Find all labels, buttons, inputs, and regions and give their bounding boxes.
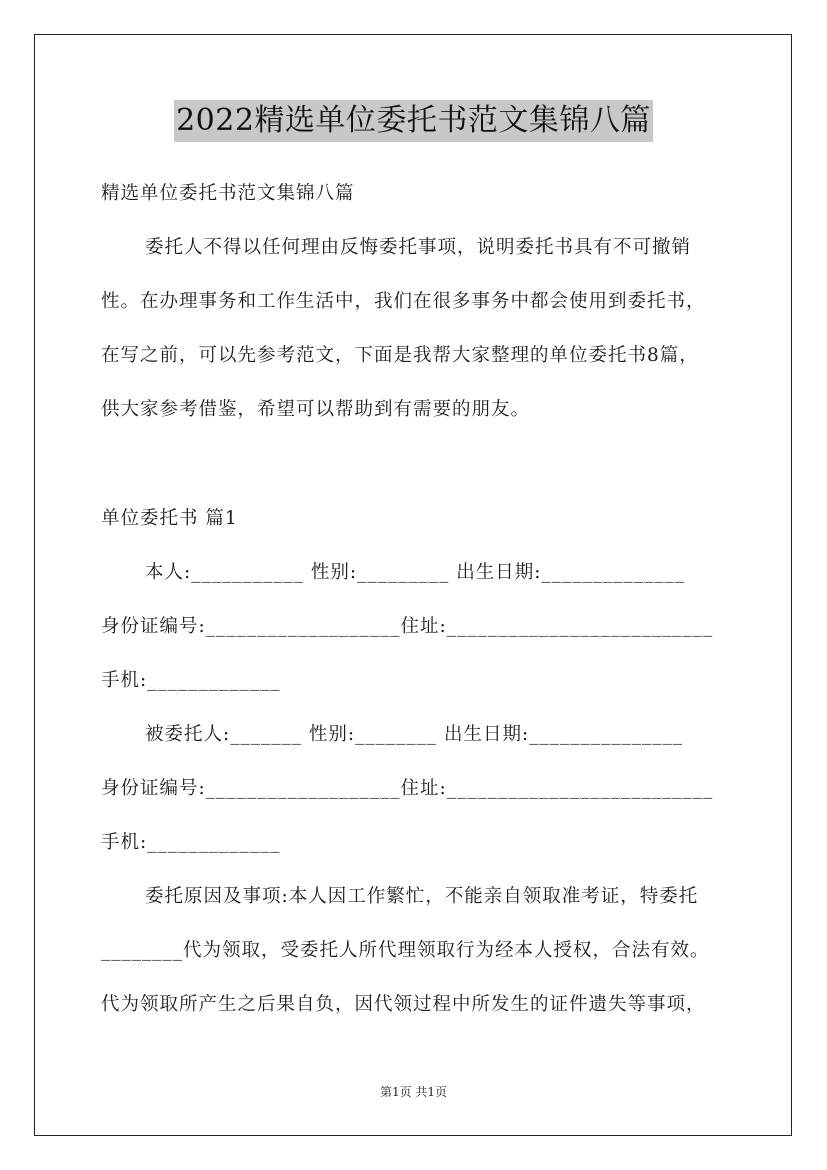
agent-id-line: 身份证编号:___________________住址:__________________________ (101, 778, 714, 799)
reason-line-1: 委托原因及事项:本人因工作繁忙，不能亲自领取准考证，特委托 (145, 886, 699, 907)
section-heading: 单位委托书 篇1 (101, 508, 238, 529)
agent-phone-line: 手机:_____________ (101, 832, 281, 853)
intro-line-4: 供大家参考借鉴，希望可以帮助到有需要的朋友。 (101, 399, 531, 420)
principal-id-line: 身份证编号:___________________住址:__________________________ (101, 616, 714, 637)
intro-line-2: 性。在办理事务和工作生活中，我们在很多事务中都会使用到委托书， (101, 291, 706, 312)
reason-line-2: ________代为领取，受委托人所代理领取行为经本人授权，合法有效。 (101, 940, 710, 961)
intro-line-1: 委托人不得以任何理由反悔委托事项，说明委托书具有不可撤销 (145, 237, 692, 258)
principal-name-line: 本人:___________ 性别:_________ 出生日期:______________ (145, 562, 685, 583)
page-title: 2022精选单位委托书范文集锦八篇 (174, 100, 653, 142)
page-footer: 第1页 共1页 (379, 1085, 448, 1099)
principal-phone-line: 手机:_____________ (101, 670, 281, 691)
document-subtitle: 精选单位委托书范文集锦八篇 (101, 183, 355, 204)
agent-name-line: 被委托人:_______ 性别:________ 出生日期:_______________ (145, 724, 683, 745)
title-container (0, 100, 827, 142)
intro-line-3: 在写之前，可以先参考范文，下面是我帮大家整理的单位委托书8篇， (101, 345, 699, 366)
reason-line-3: 代为领取所产生之后果自负，因代领过程中所发生的证件遗失等事项， (101, 994, 706, 1015)
